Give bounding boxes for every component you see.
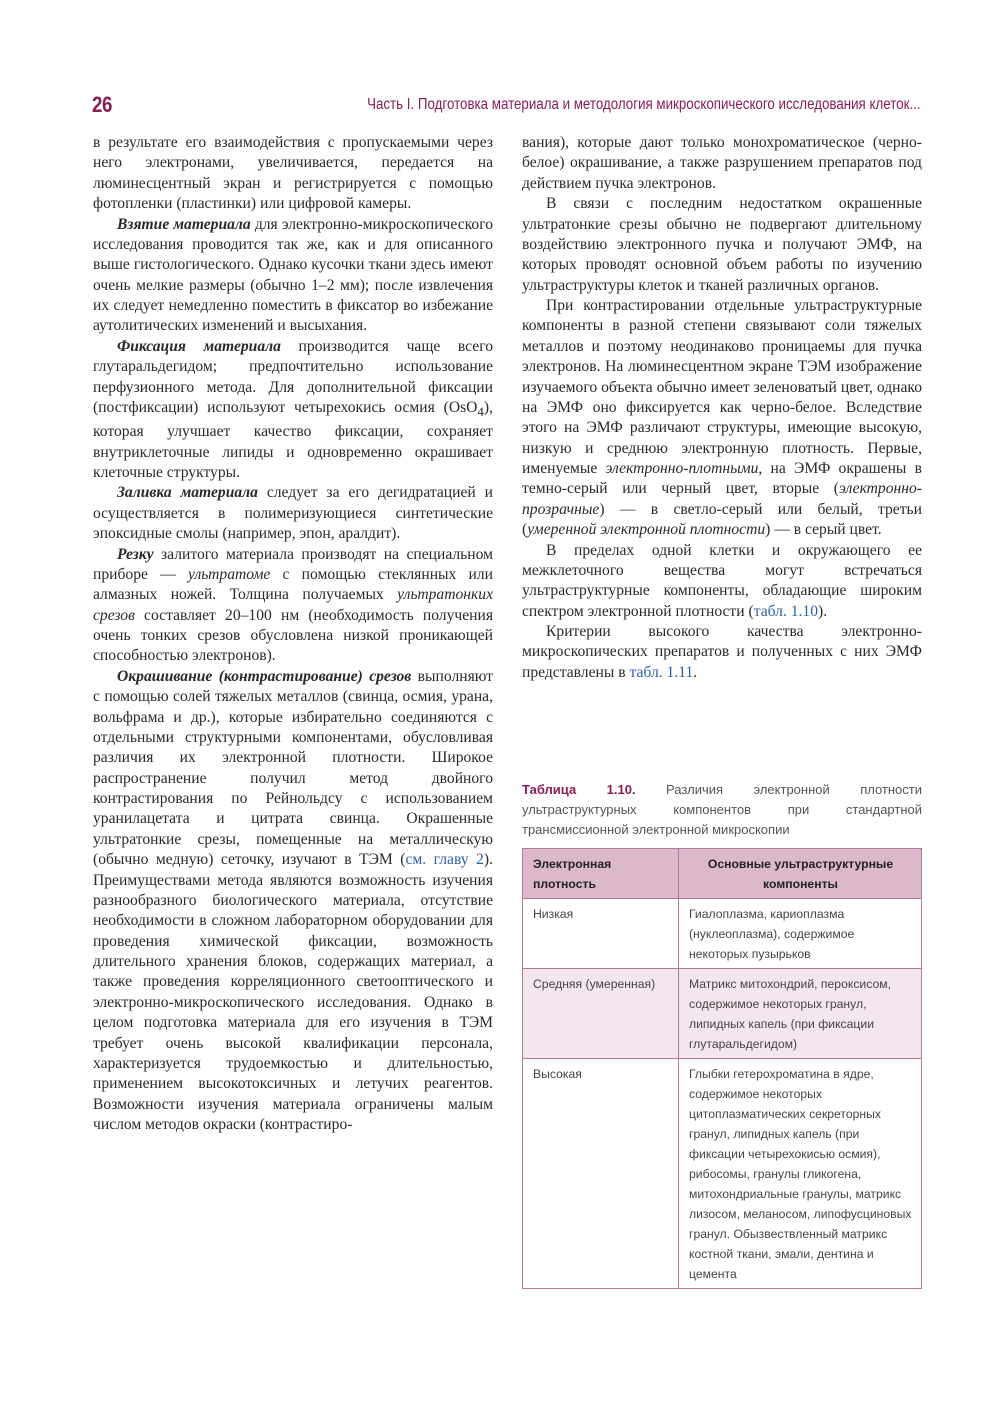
- emphasis-term: ультратонких срезов: [93, 586, 493, 624]
- run-in-heading: Резку: [117, 545, 154, 563]
- page-number: 26: [92, 92, 112, 117]
- running-header: Часть I. Подготовка материала и методология микроскопического исследования клеток...: [367, 96, 921, 113]
- table-row: [523, 899, 922, 969]
- text-run: 4: [477, 403, 484, 419]
- paragraph: [93, 545, 493, 667]
- table-row: [523, 969, 922, 1059]
- electron-density-table: [522, 848, 922, 1289]
- table-row: [523, 1059, 922, 1289]
- paragraph: [93, 133, 493, 215]
- run-in-heading: Взятие материала: [117, 215, 251, 233]
- paragraph: [93, 483, 493, 544]
- text-run: в результате его взаимодействия с пропускаемыми через него электронами, увеличивается, передается на люминесцентный экран и регистрируется с помощью фотопленки (пластинки) или цифровой камеры.: [93, 134, 493, 213]
- run-in-heading: Заливка материала: [117, 484, 258, 502]
- text-run: ) — в светло-серый или белый, третьи (: [522, 500, 922, 539]
- text-run: ), которая улучшает качество фиксации, сохраняет внутриклеточные липиды и одновременно окрашивает клеточные структуры.: [93, 398, 493, 482]
- header-components: Основные ультраструктурные компоненты: [679, 849, 922, 899]
- text-run: с помощью стеклянных или алмазных ножей. Толщина получаемых: [93, 565, 494, 604]
- paragraph: [522, 296, 922, 541]
- paragraph: [93, 337, 493, 484]
- text-run: вания), которые дают только монохроматическое (черно-белое) окрашивание, а также разрушением препаратов под действием пучка электронов.: [522, 134, 922, 192]
- left-column: [93, 133, 493, 1135]
- cell-components: Матрикс митохондрий, пероксисом, содержимое некоторых гранул, липидных капель (при фиксации глутаральдегидом): [679, 969, 922, 1059]
- text-run: .: [693, 663, 698, 681]
- emphasis-term: электронно-плотными: [605, 460, 759, 477]
- table-caption: [522, 780, 922, 840]
- text-run: выполняют с помощью солей тяжелых металлов (свинца, осмия, урана, вольфрама и др.), которые избирательно соединяются с отдельными структурными компонентами, обусловливая различия их электронной плотности. Широкое распространение получил метод двойного контрастирования по Рейнольдсу с использованием уранилацетата и цитрата свинца. Окрашенные ультратонкие срезы, помещенные на металлическую (обычно медную) сеточку, изучают в ТЭМ (: [93, 667, 493, 869]
- cell-components: Гиалоплазма, кариоплазма (нуклеоплазма), содержимое некоторых пузырьков: [679, 899, 922, 969]
- right-column: [522, 133, 922, 683]
- text-run: Критерии высокого качества электронно-микроскопических препаратов и полученных с них ЭМФ представлены в: [522, 623, 922, 681]
- text-run: При контрастировании отдельные ультраструктурные компоненты в разной степени связывают соли тяжелых металлов и поэтому неодинаково проницаемы для пучка электронов. На люминесцентном экране ТЭМ изображение изучаемого объекта обычно имеет зеленоватый цвет, однако на ЭМФ оно фиксируется как черно-белое. Вследствие этого на ЭМФ различают структуры, имеющие высокую, низкую и среднюю электронную плотность. Первые, именуемые: [522, 297, 922, 477]
- cell-density: Средняя (умеренная): [523, 969, 679, 1059]
- text-run: следует за его дегидратацией и осуществляется в полимеризующиеся синтетические эпоксидные смолы (например, эпон, аралдит).: [93, 484, 493, 543]
- table-caption-label: Таблица 1.10.: [522, 782, 636, 797]
- emphasis-term: умеренной электронной плотности: [527, 521, 766, 539]
- run-in-heading: Окрашивание (контрастирование) срезов: [117, 667, 412, 685]
- paragraph: [522, 622, 922, 683]
- table-caption-text: Различия электронной плотности ультраструктурных компонентов при стандартной трансмиссионной электронной микроскопии: [522, 782, 922, 837]
- paragraph: [522, 133, 922, 194]
- text-run: производится чаще всего глутаральдегидом; предпочтительно использование перфузионного метода. Для дополнительной фиксации (постфиксации) используют четырехокись осмия (OsO: [93, 337, 493, 416]
- cell-components: Глыбки гетерохроматина в ядре, содержимое некоторых цитоплазматических секреторных гранул, липидных капель (при фиксации четырехокисью осмия), рибосомы, гранулы гликогена, митохондриальные гранулы, матрикс лизосом, меланосом, липофусциновых гранул. Обызвествленный матрикс костной ткани, эмали, дентина и цемента: [679, 1059, 922, 1289]
- cross-reference-link[interactable]: табл. 1.11: [629, 663, 694, 681]
- text-run: для электронно-микроскопического исследования проводится так же, как и для описанного выше гистологического. Однако кусочки ткани здесь имеют очень мелкие размеры (обычно 1–2 мм); после извлечения их следует немедленно поместить в фиксатор во избежание аутолитических изменений и высыхания.: [93, 215, 494, 335]
- cell-density: Высокая: [523, 1059, 679, 1289]
- text-run: , на ЭМФ окрашены в темно-серый или черный цвет, вторые (: [522, 460, 922, 498]
- text-run: В пределах одной клетки и окружающего ее межклеточного вещества могут встречаться ультраструктурные компоненты, обладающие широким спектром электронной плотности (: [522, 541, 922, 620]
- text-run: ) — в серый цвет.: [765, 521, 882, 539]
- text-run: ). Преимуществами метода являются возможность изучения разнообразного биологического материала, отсутствие необходимости в сложном лабораторном оборудовании для проведения химической фиксации, возможность длительного хранения блоков, содержащих материал, а также проведения корреляционного светооптического и электронно-микроскопического исследования. Однако в целом подготовка материала для его изучения в ТЭМ требует очень высокой квалификации персонала, характеризуется трудоемкостью и длительностью, применением высокотоксичных и летучих реагентов. Возможности изучения материала ограничены малым числом методов окраски (контрастиро-: [93, 851, 493, 1134]
- cross-reference-link[interactable]: табл. 1.10: [753, 602, 819, 620]
- text-run: В связи с последним недостатком окрашенные ультратонкие срезы обычно не подвергают длительному воздействию электронного пучка и получают ЭМФ, на которых проводят основной объем работы по изучению ультраструктуры клеток и тканей различных органов.: [522, 195, 922, 294]
- text-run: залитого материала производят на специальном приборе —: [93, 545, 493, 583]
- run-in-heading: Фиксация материала: [117, 337, 281, 355]
- table-header-row: [523, 849, 922, 899]
- paragraph: [522, 541, 922, 623]
- emphasis-term: электронно-прозрачные: [522, 480, 922, 518]
- header-density: Электронная плотность: [523, 849, 679, 899]
- paragraph: [522, 194, 922, 296]
- paragraph: [93, 215, 493, 337]
- text-run: ).: [818, 602, 828, 620]
- emphasis-term: ультратоме: [187, 565, 271, 583]
- paragraph: [93, 667, 493, 1136]
- cross-reference-link[interactable]: см. главу 2: [405, 851, 484, 869]
- cell-density: Низкая: [523, 899, 679, 969]
- text-run: составляет 20–100 нм (необходимость получения очень тонких срезов обусловлена низкой проникающей способностью электронов).: [93, 606, 493, 665]
